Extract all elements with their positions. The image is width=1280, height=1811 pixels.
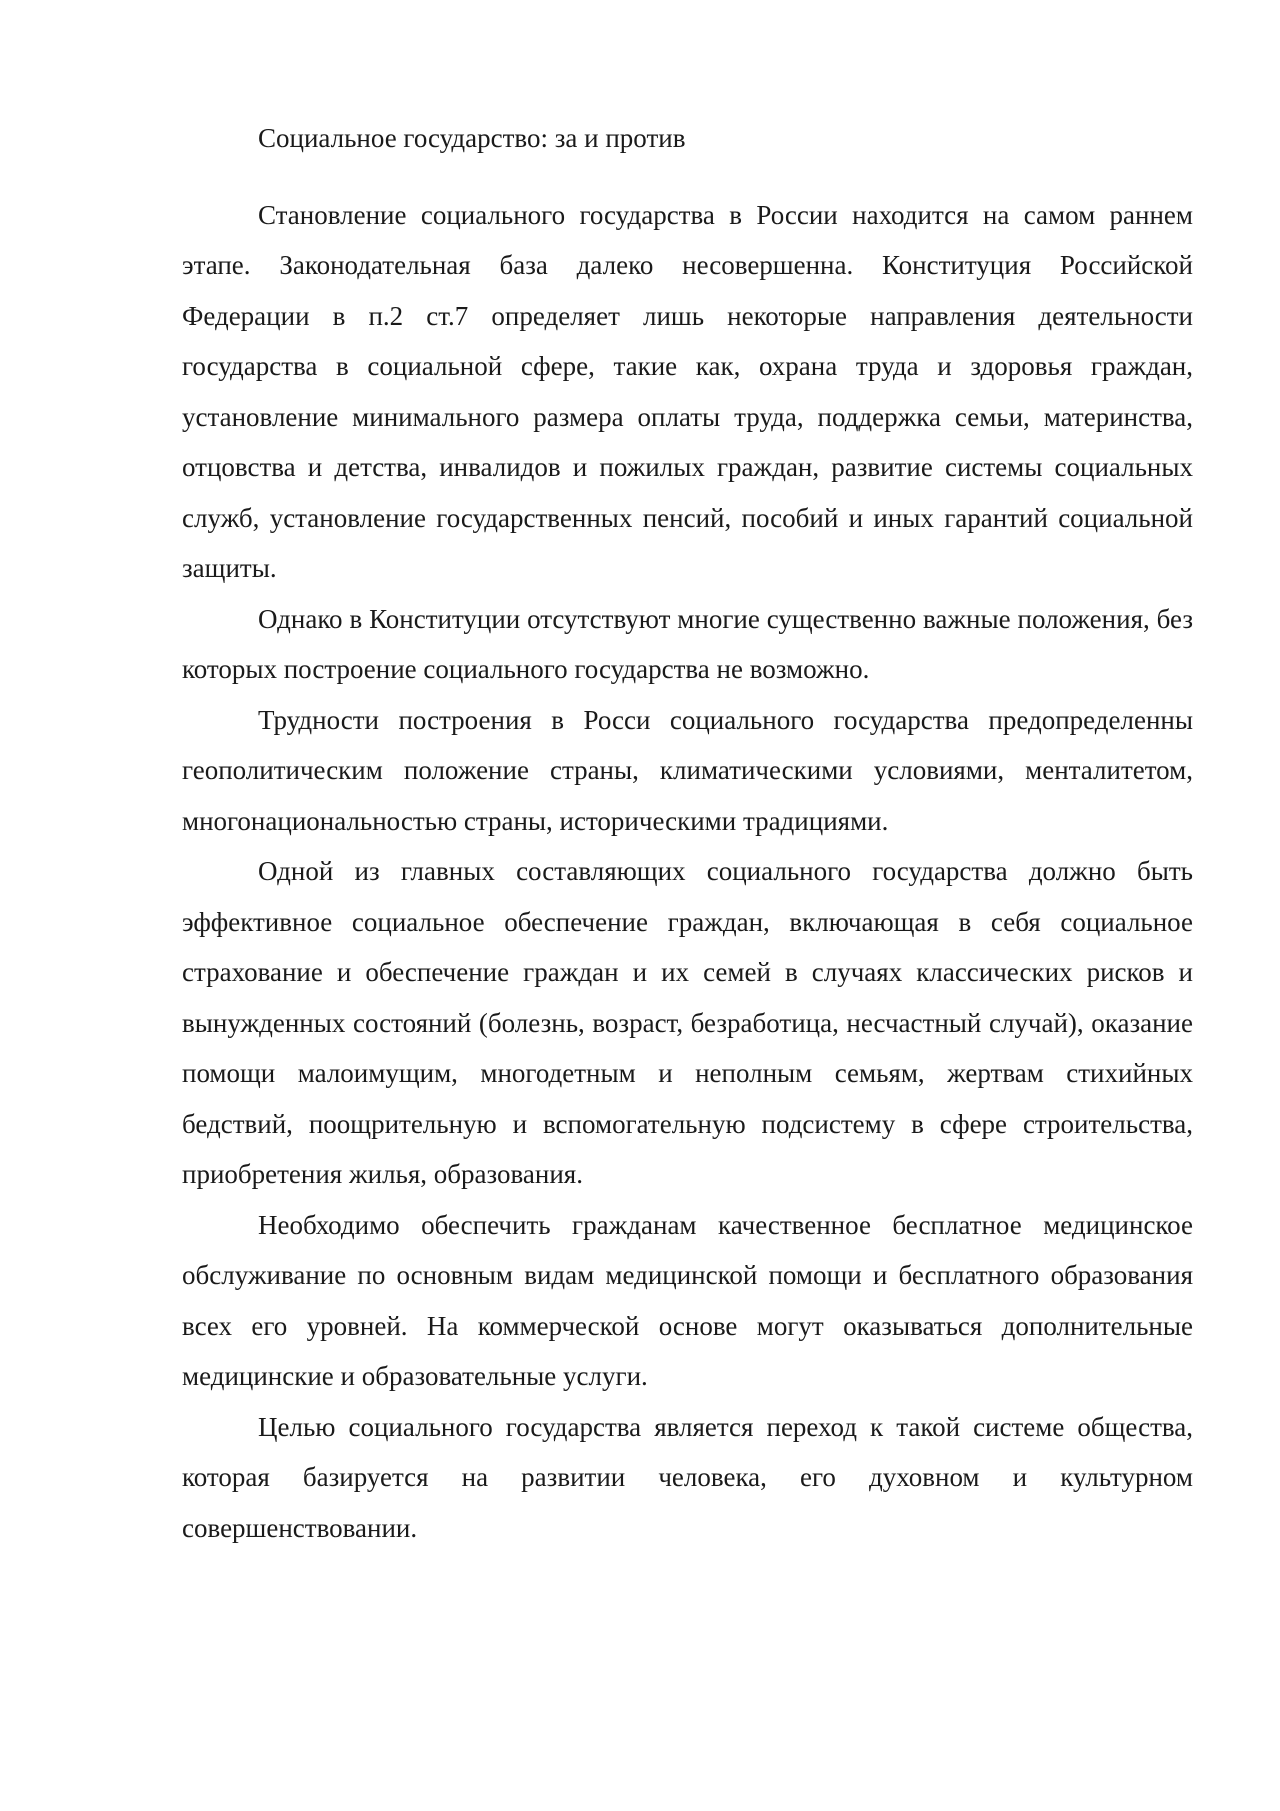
paragraph-3: Трудности построения в Росси социального государства предопределенны геополитическим положение страны, климатическими условиями, менталитетом, многонациональностью страны, историческими традициями. xyxy=(182,704,1193,836)
document-body xyxy=(182,113,1193,1553)
paragraph-4: Одной из главных составляющих социального государства должно быть эффективное социальное обеспечение граждан, включающая в себя социальное страхование и обеспечение граждан и их семей в случаях классических рисков и вынужденных состояний (болезнь, возраст, безработица, несчастный случай), оказание помощи малоимущим, многодетным и неполным семьям, жертвам стихийных бедствий, поощрительную и вспомогательную подсистему в сфере строительства, приобретения жилья, образования. xyxy=(182,856,1193,1189)
document-title: Социальное государство: за и против xyxy=(258,123,686,153)
paragraph-6: Целью социального государства является переход к такой системе общества, которая базируется на развитии человека, его духовном и культурном совершенствовании. xyxy=(182,1411,1193,1543)
paragraph-1: Становление социального государства в России находится на самом раннем этапе. Законодательная база далеко несовершенна. Конституция Российской Федерации в п.2 ст.7 определяет лишь некоторые направления деятельности государства в социальной сфере, такие как, охрана труда и здоровья граждан, установление минимального размера оплаты труда, поддержка семьи, материнства, отцовства и детства, инвалидов и пожилых граждан, развитие системы социальных служб, установление государственных пенсий, пособий и иных гарантий социальной защиты. xyxy=(182,199,1193,583)
paragraph-2: Однако в Конституции отсутствуют многие существенно важные положения, без которых построение социального государства не возможно. xyxy=(182,603,1193,684)
paragraph-5: Необходимо обеспечить гражданам качественное бесплатное медицинское обслуживание по основным видам медицинской помощи и бесплатного образования всех его уровней. На коммерческой основе могут оказываться дополнительные медицинские и образовательные услуги. xyxy=(182,1209,1193,1391)
